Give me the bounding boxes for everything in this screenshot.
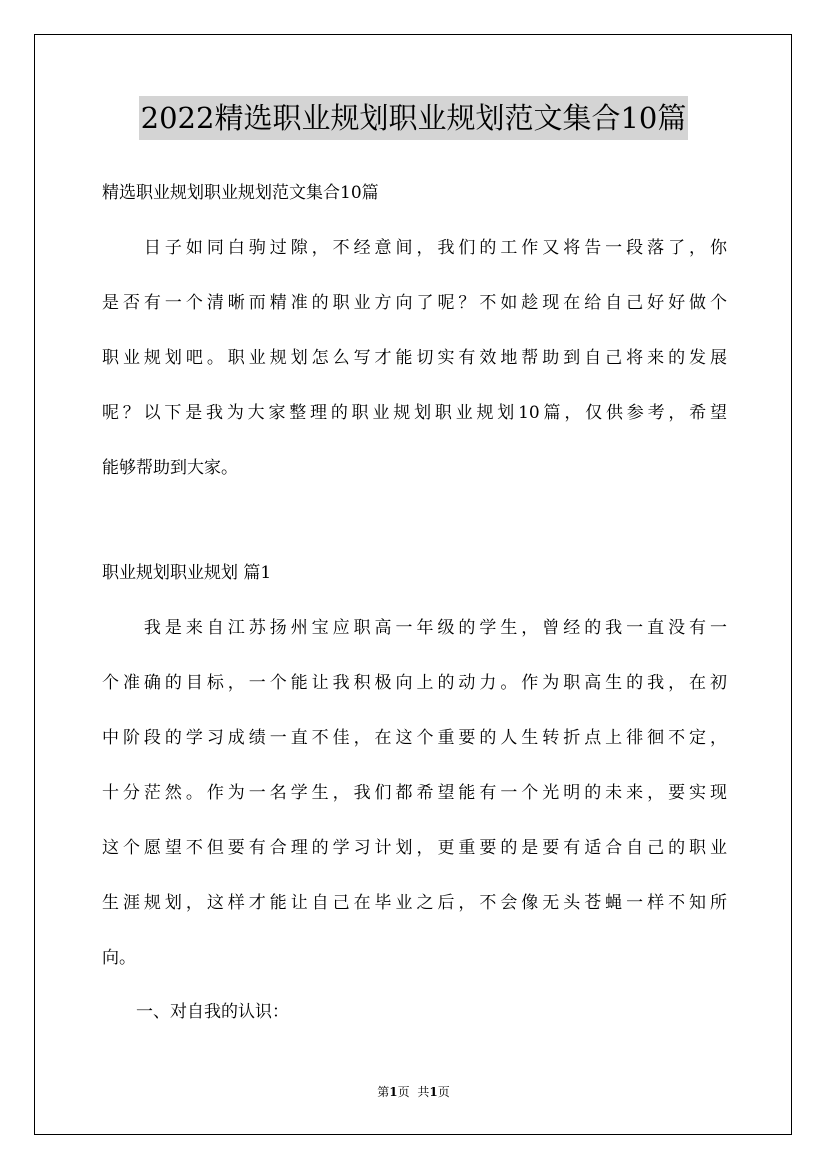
footer-total-prefix: 共: [417, 1085, 430, 1099]
page-footer: [0, 1084, 827, 1100]
footer-total-number: 1: [429, 1085, 438, 1099]
body-line: 这个愿望不但要有合理的学习计划，更重要的是要有适合自己的职业: [102, 838, 727, 858]
subheading: 一、对自我的认识：: [102, 1002, 289, 1022]
document-title: 2022精选职业规划职业规划范文集合10篇: [139, 96, 689, 140]
body-line: 向。: [102, 948, 136, 968]
body-line: 生涯规划，这样才能让自己在毕业之后，不会像无头苍蝇一样不知所: [102, 893, 727, 913]
title-container: [0, 96, 827, 140]
body-line: 我是来自江苏扬州宝应职高一年级的学生，曾经的我一直没有一: [102, 618, 727, 638]
footer-page-prefix: 第: [377, 1085, 390, 1099]
intro-line: 呢？以下是我为大家整理的职业规划职业规划10篇，仅供参考，希望: [102, 403, 727, 423]
intro-line: 能够帮助到大家。: [102, 458, 238, 478]
intro-line: 是否有一个清晰而精准的职业方向了呢？不如趁现在给自己好好做个: [102, 293, 727, 313]
intro-line: 日子如同白驹过隙，不经意间，我们的工作又将告一段落了，你: [102, 238, 727, 258]
footer-page-suffix: 页: [397, 1085, 410, 1099]
body-line: 中阶段的学习成绩一直不佳，在这个重要的人生转折点上徘徊不定，: [102, 728, 727, 748]
body-line: 十分茫然。作为一名学生，我们都希望能有一个光明的未来，要实现: [102, 783, 727, 803]
body-line: 个准确的目标，一个能让我积极向上的动力。作为职高生的我，在初: [102, 673, 727, 693]
intro-line: 职业规划吧。职业规划怎么写才能切实有效地帮助到自己将来的发展: [102, 348, 727, 368]
footer-page-number: 1: [389, 1085, 398, 1099]
footer-total-suffix: 页: [437, 1085, 450, 1099]
document-subtitle: 精选职业规划职业规划范文集合10篇: [102, 183, 379, 203]
section-heading: 职业规划职业规划 篇1: [102, 563, 272, 583]
